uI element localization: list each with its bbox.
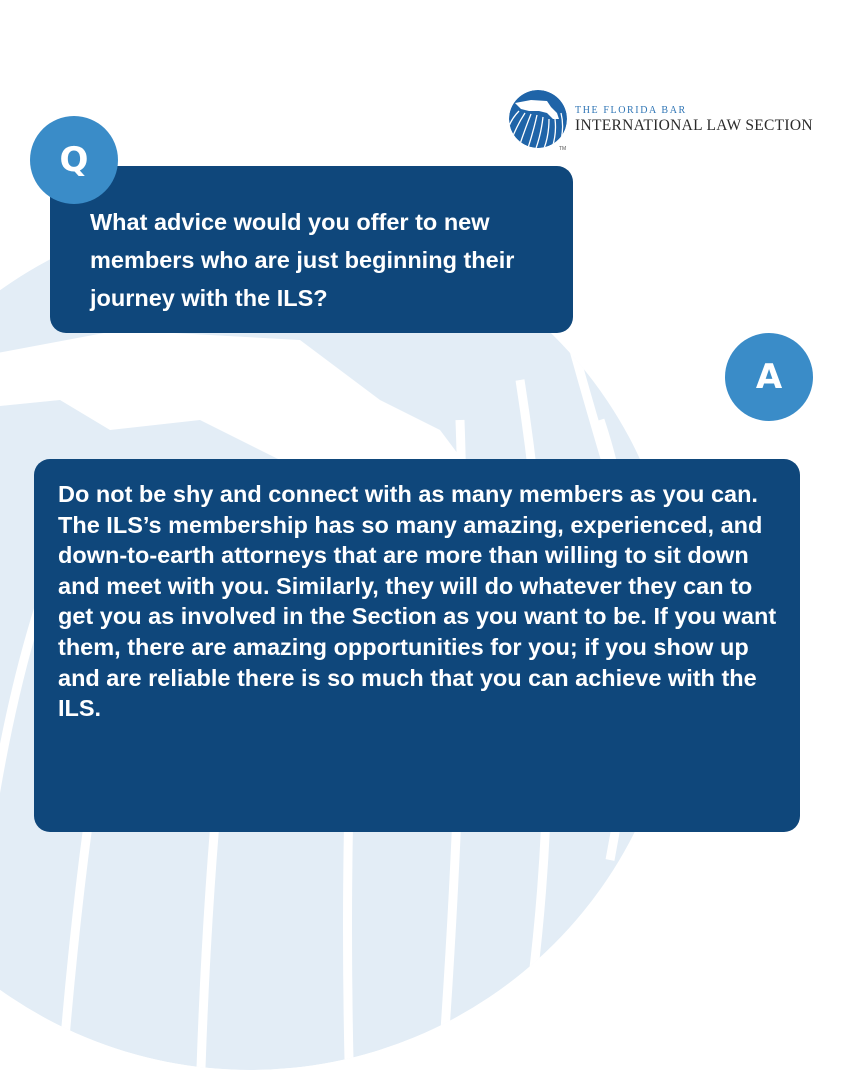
- question-text: What advice would you offer to new members who are just beginning their journey with the ILS?: [90, 209, 515, 311]
- logo-section-name: INTERNATIONAL LAW SECTION: [575, 117, 813, 134]
- logo-text: [575, 105, 813, 135]
- answer-text: Do not be shy and connect with as many members as you can. The ILS’s membership has so many amazing, experienced, and down-to-earth attorneys that are more than willing to sit down and meet with you. Similarly, they will do whatever they can to get you as involved in the Section as you want to be. If you want them, there are amazing opportunities for you; if you show up and are reliable there is so much that you can achieve with the ILS.: [58, 481, 777, 722]
- svg-text:TM: TM: [559, 146, 567, 151]
- florida-bar-ils-logo: [509, 89, 813, 151]
- answer-badge-label: A: [755, 357, 783, 397]
- answer-bubble: [34, 459, 800, 832]
- logo-org-name: THE FLORIDA BAR: [575, 105, 687, 116]
- question-badge-label: Q: [59, 140, 89, 180]
- florida-globe-icon: [509, 89, 569, 151]
- question-badge: [30, 116, 118, 204]
- question-bubble: [50, 166, 573, 333]
- answer-badge: [725, 333, 813, 421]
